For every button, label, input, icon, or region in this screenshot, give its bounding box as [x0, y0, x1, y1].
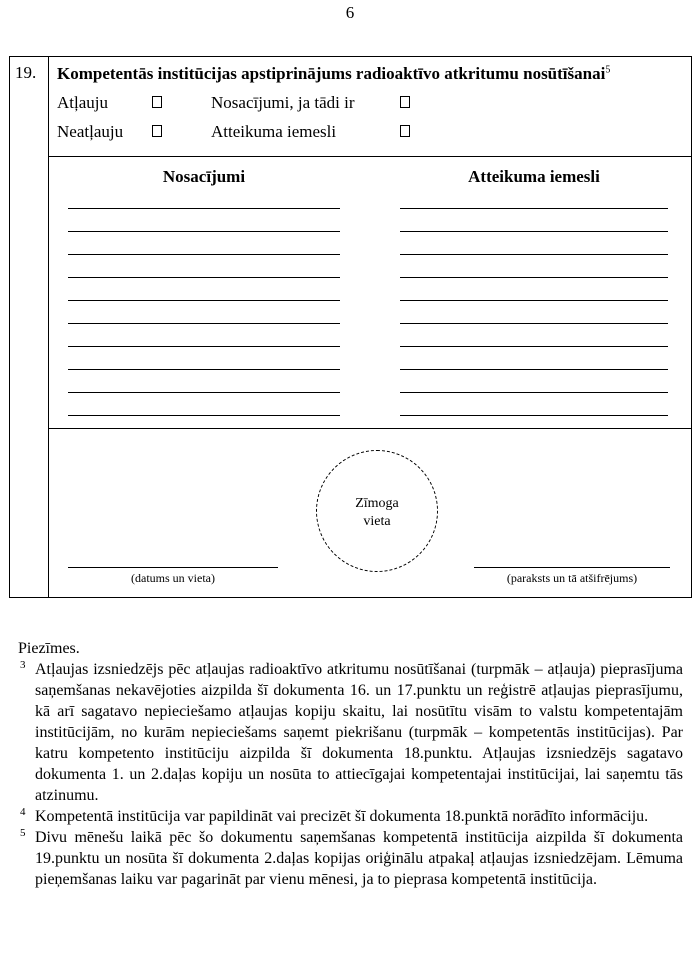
note-5: [18, 827, 683, 890]
note-marker: 5: [20, 827, 26, 839]
deny-checkbox[interactable]: [152, 125, 162, 137]
stamp-line-1: Zīmoga: [355, 496, 399, 511]
notes-section: [18, 638, 683, 890]
conditions-checkbox[interactable]: [400, 96, 410, 108]
notes-heading: Piezīmes.: [18, 640, 80, 657]
writing-line: [68, 415, 340, 416]
note-text: Divu mēnešu laikā pēc šo dokumentu saņemšanas kompetentā institūcija aizpilda šī dokumenta 19.punktu un nosūta šī dokumenta 2.daļas kopijas oriģinālu atpakaļ atļaujas izsniedzējam. Lēmuma pieņemšanas laiku var pagarināt par vienu mēnesi, ja to pieprasa kompetentā institūcija.: [35, 829, 683, 888]
note-marker: 3: [20, 659, 26, 671]
writing-line: [400, 300, 668, 301]
writing-line: [68, 346, 340, 347]
conditions-column-header: Nosacījumi: [162, 167, 246, 186]
writing-line: [68, 323, 340, 324]
note-4: [18, 806, 683, 827]
note-text: Atļaujas izsniedzējs pēc atļaujas radioaktīvo atkritumu nosūtīšanai (turpmāk – atļauja) pieprasījuma saņemšanas nekavējoties aizpilda šī dokumenta 16. un 17.punktu un reģistrē atļaujas pieprasījumu, kā arī sagatavo nepieciešamo atļaujas kopiju skaitu, lai nosūtītu visām to valstu kompetentajām institūcijām, no kurām nepieciešams saņemt piekrišanu (turpmāk – kompetentās institūcijas). Par katru kompetento institūciju aizpilda šī dokumenta 18.punktu. Atļaujas izsniedzējs sagatavo dokumenta 1. un 2.daļas kopiju un nosūta to attiecīgajai kompetentajai institūcijai, lai saņemtu tās atzinumu.: [35, 661, 683, 804]
writing-line: [400, 208, 668, 209]
writing-line: [400, 346, 668, 347]
page-number: 6: [345, 3, 355, 22]
writing-line: [68, 300, 340, 301]
note-text: Kompetentā institūcija var papildināt vai precizēt šī dokumenta 18.punktā norādīto informāciju.: [35, 808, 649, 825]
header-divider: [48, 156, 692, 157]
note-3: [18, 659, 683, 806]
writing-line: [68, 392, 340, 393]
stamp-line-2: vieta: [363, 514, 391, 529]
writing-line: [400, 231, 668, 232]
signature-label: (paraksts un tā atšifrējums): [506, 571, 638, 585]
writing-line: [68, 208, 340, 209]
option-reasons-label: Atteikuma iemesli: [211, 122, 337, 141]
writing-line: [68, 369, 340, 370]
section-title-footnote: 5: [605, 64, 611, 76]
writing-line: [400, 277, 668, 278]
option-deny-label: Neatļauju: [57, 122, 124, 141]
writing-line: [68, 254, 340, 255]
option-allow-label: Atļauju: [57, 93, 108, 112]
allow-checkbox[interactable]: [152, 96, 162, 108]
reasons-column-header: Atteikuma iemesli: [468, 167, 600, 186]
date-place-label: (datums un vieta): [131, 571, 215, 585]
signature-line[interactable]: [474, 567, 670, 568]
note-marker: 4: [20, 806, 26, 818]
option-conditions-label: Nosacījumi, ja tādi ir: [211, 93, 355, 112]
section-title: [57, 64, 610, 84]
writing-line: [68, 231, 340, 232]
writing-line: [400, 415, 668, 416]
signature-divider: [48, 428, 692, 429]
section-title-text: Kompetentās institūcijas apstiprinājums radioaktīvo atkritumu nosūtīšanai: [57, 64, 606, 83]
writing-line: [68, 277, 340, 278]
table-left-divider: [48, 156, 49, 598]
writing-line: [400, 392, 668, 393]
number-column-divider: [48, 56, 49, 157]
writing-line: [400, 369, 668, 370]
section-number: 19.: [15, 63, 37, 82]
writing-line: [400, 323, 668, 324]
reasons-checkbox[interactable]: [400, 125, 410, 137]
date-place-line[interactable]: [68, 567, 278, 568]
stamp-text: [316, 495, 438, 531]
writing-line: [400, 254, 668, 255]
